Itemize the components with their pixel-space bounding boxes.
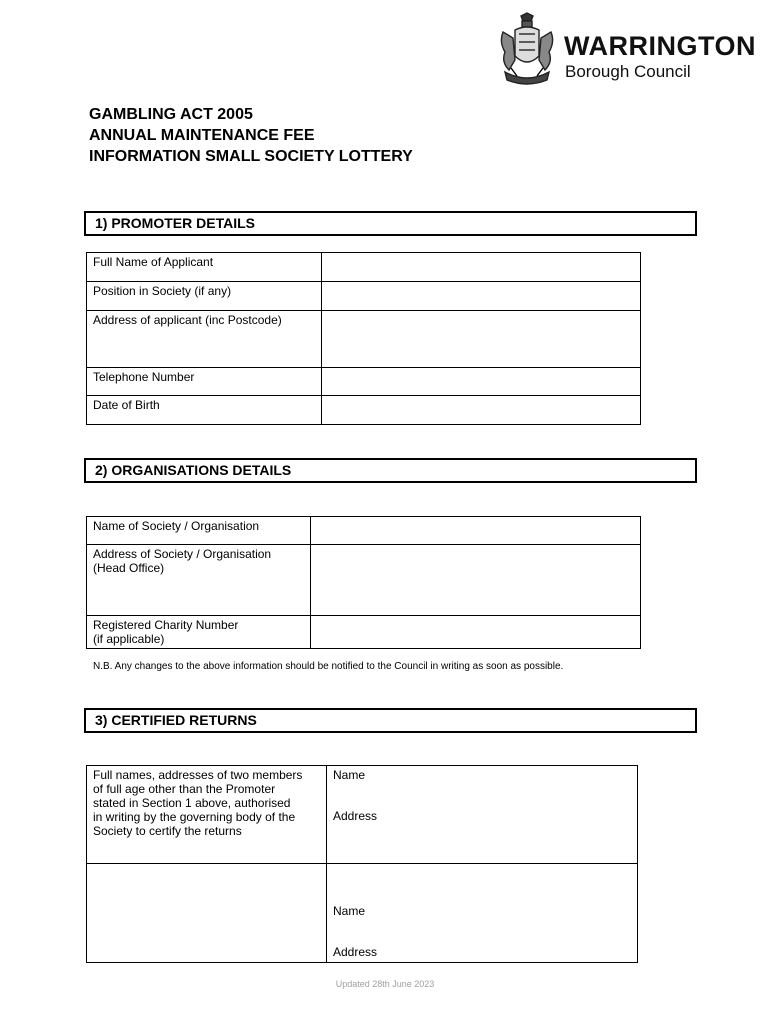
date-of-birth-field[interactable] (322, 396, 641, 425)
promoter-details-table (86, 252, 641, 425)
council-logo (497, 12, 759, 88)
field-label (87, 616, 311, 649)
table-row (87, 517, 641, 545)
description-line: stated in Section 1 above, authorised (93, 796, 291, 810)
title-line-1: GAMBLING ACT 2005 (89, 106, 253, 123)
updated-date: Updated 28th June 2023 (335, 979, 435, 989)
field-label: Date of Birth (87, 396, 322, 425)
description-line: Full names, addresses of two members (93, 768, 303, 782)
title-line-2: ANNUAL MAINTENANCE FEE (89, 127, 315, 144)
full-name-field[interactable] (322, 253, 641, 282)
field-label: Address of applicant (inc Postcode) (87, 311, 322, 368)
society-name-field[interactable] (311, 517, 641, 545)
table-row (87, 864, 638, 963)
table-row (87, 253, 641, 282)
brand-name: WARRINGTON (564, 31, 756, 61)
description-line: of full age other than the Promoter (93, 782, 276, 796)
page-title (89, 104, 413, 167)
title-line-3: INFORMATION SMALL SOCIETY LOTTERY (89, 148, 413, 165)
section-1-heading: 1) PROMOTER DETAILS (84, 211, 697, 236)
charity-number-field[interactable] (311, 616, 641, 649)
certifier-1-fields[interactable] (327, 766, 638, 864)
organisation-details-table (86, 516, 641, 649)
empty-cell (87, 864, 327, 963)
field-label: Position in Society (if any) (87, 282, 322, 311)
brand-subtitle: Borough Council (565, 62, 691, 81)
position-field[interactable] (322, 282, 641, 311)
field-label (87, 545, 311, 616)
section-2-heading: 2) ORGANISATIONS DETAILS (84, 458, 697, 483)
table-row (87, 368, 641, 396)
certifier-description (87, 766, 327, 864)
description-line: in writing by the governing body of the (93, 810, 296, 824)
field-label: Full Name of Applicant (87, 253, 322, 282)
description-line: Society to certify the returns (93, 824, 242, 838)
field-label (87, 517, 311, 545)
table-row (87, 766, 638, 864)
table-row (87, 311, 641, 368)
table-row (87, 616, 641, 649)
table-row (87, 396, 641, 425)
section-3-heading: 3) CERTIFIED RETURNS (84, 708, 697, 733)
field-label-line: Name of Society / Organisation (93, 519, 260, 533)
certifier-1-address-label: Address (333, 809, 378, 823)
field-label-line: (Head Office) (93, 561, 165, 575)
field-label: Telephone Number (87, 368, 322, 396)
table-row (87, 282, 641, 311)
address-field[interactable] (322, 311, 641, 368)
certifier-2-fields[interactable] (327, 864, 638, 963)
field-label-line: Registered Charity Number (93, 618, 239, 632)
certifier-1-name-label: Name (333, 768, 366, 782)
table-row (87, 545, 641, 616)
crest-icon (497, 12, 557, 86)
certifier-2-name-label: Name (333, 904, 366, 918)
changes-note: N.B. Any changes to the above information should be notified to the Council in writing as soon as possible. (93, 661, 564, 672)
certifier-2-address-label: Address (333, 945, 378, 959)
field-label-line: (if applicable) (93, 632, 165, 646)
field-label-line: Address of Society / Organisation (93, 547, 272, 561)
telephone-field[interactable] (322, 368, 641, 396)
certified-returns-table (86, 765, 638, 963)
society-address-field[interactable] (311, 545, 641, 616)
